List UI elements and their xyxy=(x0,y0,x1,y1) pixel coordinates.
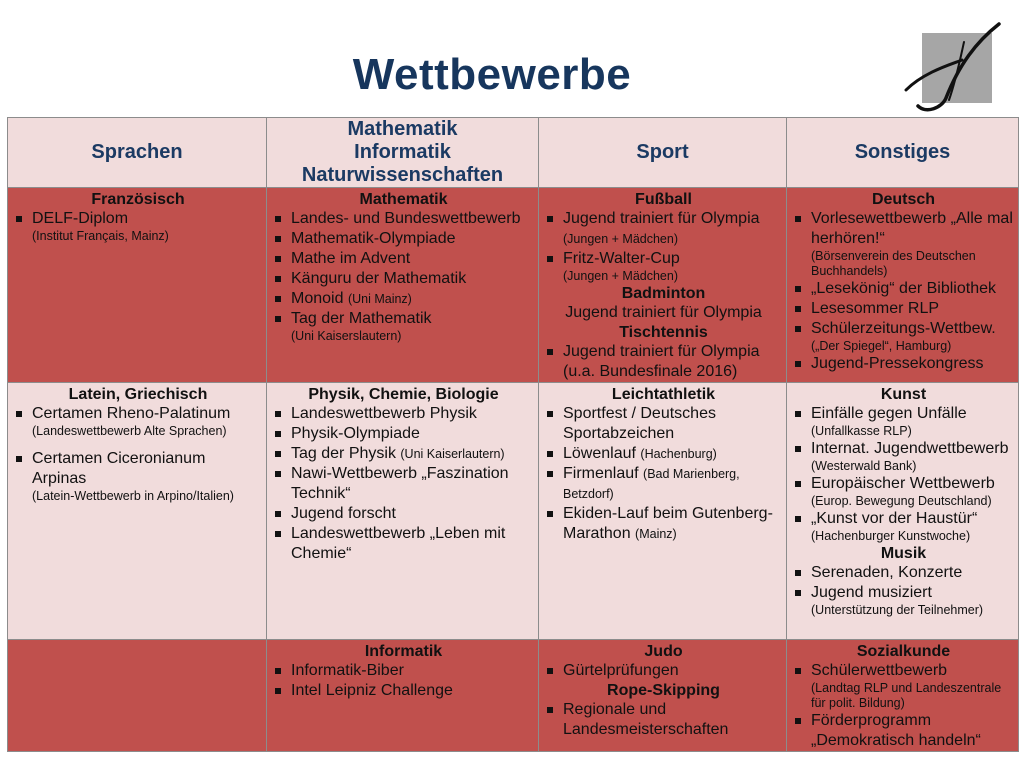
section-heading: Sozialkunde xyxy=(856,643,951,660)
section-heading: Kunst xyxy=(880,386,927,403)
cell-naturwissenschaften xyxy=(267,383,539,640)
header-sprachen: Sprachen xyxy=(8,118,267,188)
list-item: Förderprogramm „Demokratisch handeln“ xyxy=(793,711,1014,751)
list-item: Certamen Rheno-Palatinum (Landeswettbewerb Alte Sprachen) xyxy=(14,404,262,439)
list-item: Jugend-Pressekongress xyxy=(793,354,1014,374)
header-mint-line2: Informatik xyxy=(354,141,451,163)
header-sport: Sport xyxy=(539,118,787,188)
section-heading: Musik xyxy=(880,545,927,562)
list-item: Gürtelprüfungen xyxy=(545,661,782,681)
plain-text: Jugend trainiert für Olympia xyxy=(565,304,762,321)
list-item: „Kunst vor der Haustür“ (Hachenburger Kunstwoche) xyxy=(793,509,1014,544)
list-item: Jugend musiziert (Unterstützung der Teilnehmer) xyxy=(793,583,1014,618)
section-heading: Latein, Griechisch xyxy=(68,386,208,403)
list-item: Serenaden, Konzerte xyxy=(793,563,1014,583)
header-row xyxy=(8,118,1019,188)
list-item: Firmenlauf (Bad Marienberg, Betzdorf) xyxy=(545,464,782,504)
section-heading: Tischtennis xyxy=(619,324,708,341)
section-heading: Französisch xyxy=(91,191,185,208)
list-item: Nawi-Wettbewerb „Faszination Technik“ xyxy=(273,464,534,504)
list-item: Mathe im Advent xyxy=(273,249,534,269)
table-row xyxy=(8,383,1019,640)
list-item: Jugend trainiert für Olympia (u.a. Bundesfinale 2016) xyxy=(545,342,782,382)
section-heading: Mathematik xyxy=(359,191,448,208)
page-title: Wettbewerbe xyxy=(352,50,632,99)
table-row xyxy=(8,640,1019,752)
list-item: Certamen Ciceronianum Arpinas (Latein-Wettbewerb in Arpino/Italien) xyxy=(14,449,262,504)
cell-mathematik xyxy=(267,188,539,383)
cell-judo xyxy=(539,640,787,752)
section-heading: Deutsch xyxy=(871,191,936,208)
header-sonstiges: Sonstiges xyxy=(787,118,1019,188)
cell-empty xyxy=(8,640,267,752)
cell-latein xyxy=(8,383,267,640)
section-heading: Fußball xyxy=(635,191,692,208)
list-item: Informatik-Biber xyxy=(273,661,534,681)
cell-informatik xyxy=(267,640,539,752)
section-heading: Physik, Chemie, Biologie xyxy=(308,386,499,403)
list-item: Mathematik-Olympiade xyxy=(273,229,534,249)
table-row xyxy=(8,188,1019,383)
list-item: Fritz-Walter-Cup (Jungen + Mädchen) xyxy=(545,249,782,284)
cell-fussball xyxy=(539,188,787,383)
list-item: Intel Leipniz Challenge xyxy=(273,681,534,701)
list-item: Schülerwettbewerb (Landtag RLP und Landeszentrale für polit. Bildung) xyxy=(793,661,1014,711)
list-item: Schülerzeitungs-Wettbew. („Der Spiegel“, Hamburg) xyxy=(793,319,1014,354)
list-item: Löwenlauf (Hachenburg) xyxy=(545,444,782,464)
list-item: Landeswettbewerb „Leben mit Chemie“ xyxy=(273,524,534,564)
signature-logo-icon xyxy=(904,20,1004,115)
list-item: Ekiden-Lauf beim Gutenberg-Marathon (Mainz) xyxy=(545,504,782,544)
list-item: Sportfest / Deutsches Sportabzeichen xyxy=(545,404,782,444)
list-item: Monoid (Uni Mainz) xyxy=(273,289,534,309)
header-mint xyxy=(267,118,539,188)
section-heading: Judo xyxy=(644,643,683,660)
list-item: Einfälle gegen Unfälle (Unfallkasse RLP) xyxy=(793,404,1014,439)
list-item: Jugend trainiert für Olympia (Jungen + Mädchen) xyxy=(545,209,782,249)
header-mint-line3: Naturwissenschaften xyxy=(301,164,504,186)
list-item: Landeswettbewerb Physik xyxy=(273,404,534,424)
list-item: Landes- und Bundeswettbewerb xyxy=(273,209,534,229)
list-item: „Lesekönig“ der Bibliothek xyxy=(793,279,1014,299)
list-item: Physik-Olympiade xyxy=(273,424,534,444)
section-heading: Rope-Skipping xyxy=(607,682,720,699)
header-mint-line1: Mathematik xyxy=(347,118,458,140)
list-item: Vorlesewettbewerb „Alle mal herhören!“ (Börsenverein des Deutschen Buchhandels) xyxy=(793,209,1014,279)
cell-sozialkunde xyxy=(787,640,1019,752)
cell-franzoesisch xyxy=(8,188,267,383)
section-heading: Leichtathletik xyxy=(611,386,716,403)
competitions-table xyxy=(7,117,1019,752)
list-item: Europäischer Wettbewerb (Europ. Bewegung Deutschland) xyxy=(793,474,1014,509)
list-item: Tag der Physik (Uni Kaiserlautern) xyxy=(273,444,534,464)
list-item: Lesesommer RLP xyxy=(793,299,1014,319)
cell-leichtathletik xyxy=(539,383,787,640)
list-item: Känguru der Mathematik xyxy=(273,269,534,289)
list-item: Internat. Jugendwettbewerb (Westerwald Bank) xyxy=(793,439,1014,474)
list-item: Regionale und Landesmeisterschaften xyxy=(545,700,782,740)
cell-deutsch xyxy=(787,188,1019,383)
section-heading: Badminton xyxy=(621,285,706,302)
section-heading: Informatik xyxy=(364,643,443,660)
cell-kunst-musik xyxy=(787,383,1019,640)
list-item: Jugend forscht xyxy=(273,504,534,524)
list-item: Tag der Mathematik (Uni Kaiserslautern) xyxy=(273,309,534,344)
list-item: DELF-Diplom (Institut Français, Mainz) xyxy=(14,209,262,244)
